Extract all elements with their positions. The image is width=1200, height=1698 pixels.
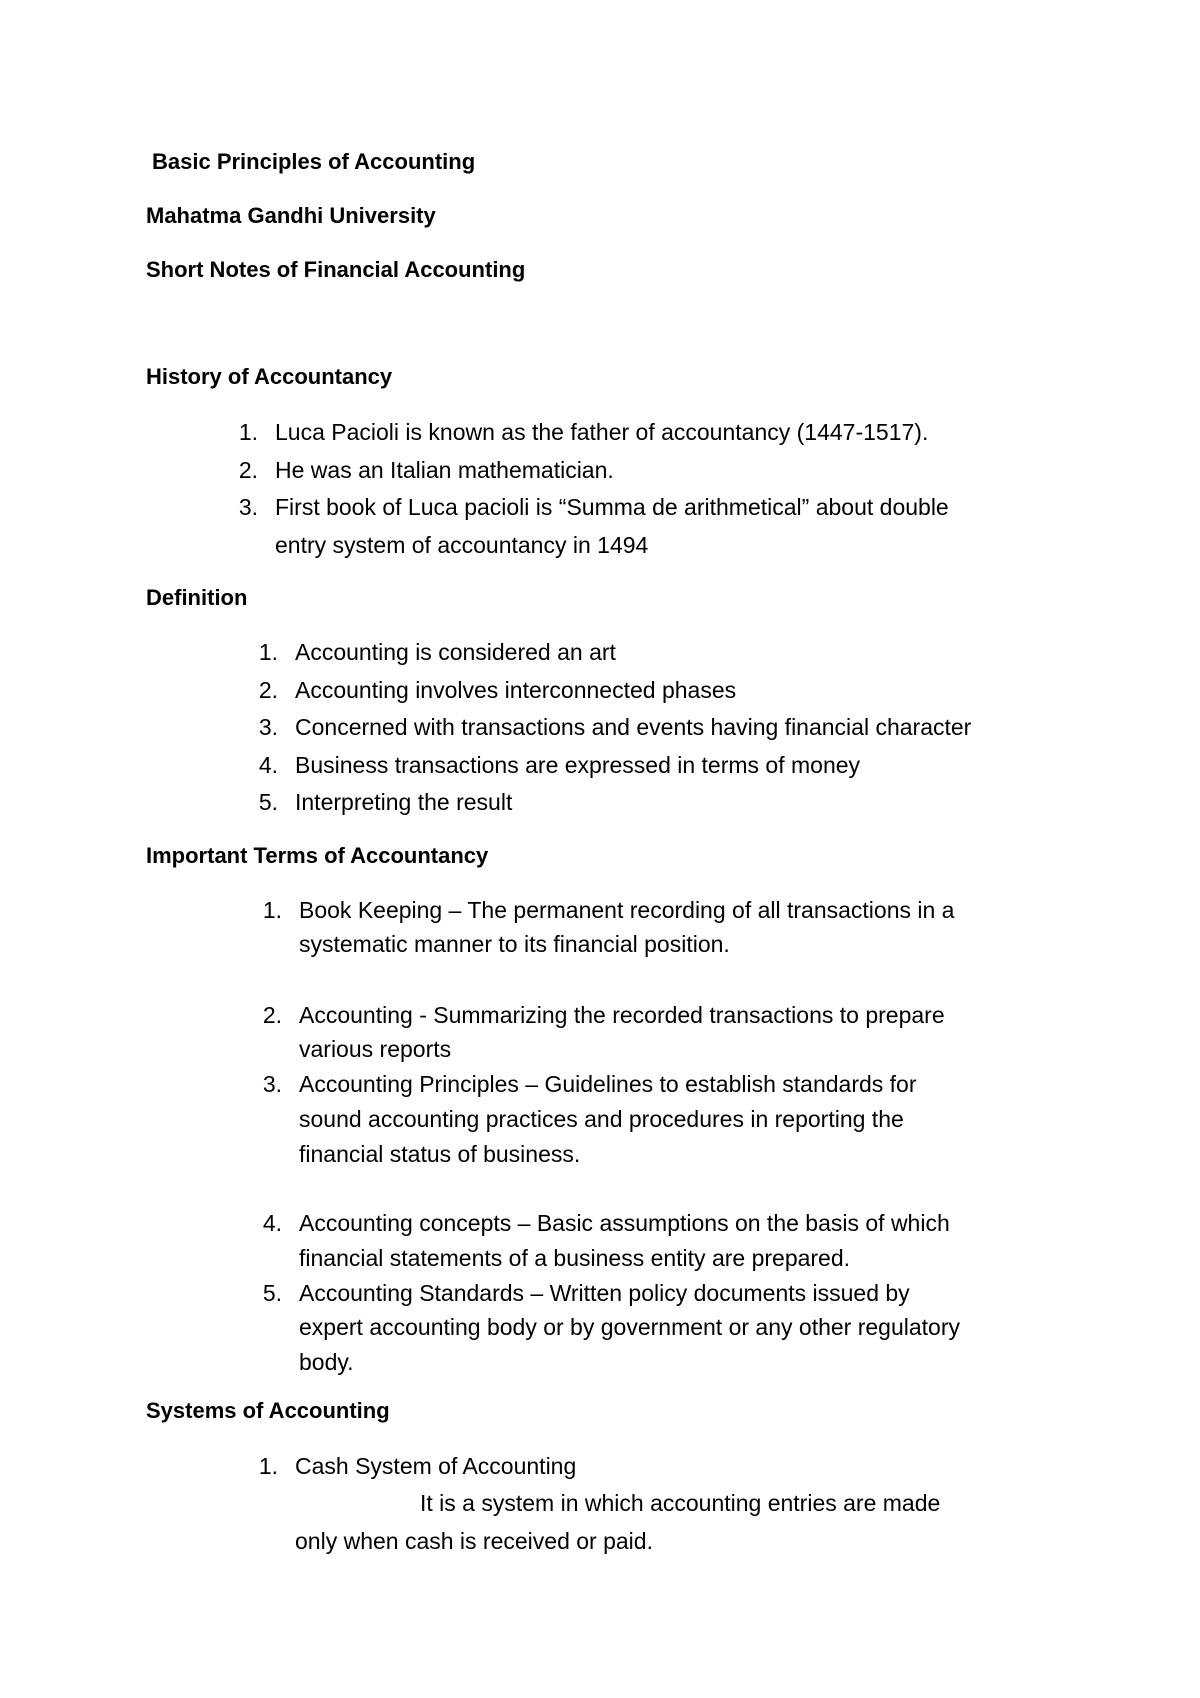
list-item-text: Accounting involves interconnected phases (295, 677, 737, 703)
list-item-number: 2. (262, 1002, 282, 1028)
list-item-text: He was an Italian mathematician. (275, 457, 614, 483)
list-item-text-continued: only when cash is received or paid. (295, 1528, 653, 1554)
university-name: Mahatma Gandhi University (146, 203, 436, 228)
section-heading-important-terms: Important Terms of Accountancy (146, 843, 489, 868)
list-item-text: Book Keeping – The permanent recording of all transactions in a (299, 897, 955, 923)
list-item-text-continued: expert accounting body or by government or any other regulatory (299, 1314, 960, 1340)
list-item-text: Cash System of Accounting (295, 1453, 577, 1479)
list-item-text: First book of Luca pacioli is “Summa de arithmetical” about double (275, 494, 949, 520)
section-heading-systems: Systems of Accounting (146, 1398, 390, 1423)
list-item-number: 4. (262, 1210, 282, 1236)
list-item-number: 1. (238, 419, 258, 445)
list-item-text-continued: financial statements of a business entity are prepared. (299, 1245, 851, 1271)
list-item-number: 3. (262, 1071, 282, 1097)
list-item-text-continued: sound accounting practices and procedures in reporting the (299, 1106, 904, 1132)
list-item-text: Interpreting the result (295, 789, 513, 815)
list-item-text: Business transactions are expressed in terms of money (295, 752, 861, 778)
list-item-text: Accounting Standards – Written policy documents issued by (299, 1280, 910, 1306)
list-item-number: 1. (258, 1453, 278, 1479)
list-item-number: 3. (258, 714, 278, 740)
list-item-text-continued: financial status of business. (299, 1141, 581, 1167)
list-item-text-continued: It is a system in which accounting entries are made (420, 1490, 941, 1516)
list-item-number: 1. (258, 639, 278, 665)
list-item-text: Accounting - Summarizing the recorded transactions to prepare (299, 1002, 945, 1028)
document-subtitle: Short Notes of Financial Accounting (146, 257, 526, 282)
list-item-text-continued: various reports (299, 1036, 452, 1062)
list-item-number: 4. (258, 752, 278, 778)
list-item-number: 5. (258, 789, 278, 815)
document-title: Basic Principles of Accounting (152, 149, 476, 174)
list-item-text: Accounting Principles – Guidelines to establish standards for (299, 1071, 917, 1097)
list-item-number: 1. (262, 897, 282, 923)
list-item-number: 3. (238, 494, 258, 520)
list-item-text: Concerned with transactions and events having financial character (295, 714, 972, 740)
list-item-text-continued: systematic manner to its financial position. (299, 931, 730, 957)
list-item-text: Accounting is considered an art (295, 639, 616, 665)
section-heading-history: History of Accountancy (146, 364, 393, 389)
list-item-text-continued: entry system of accountancy in 1494 (275, 532, 649, 558)
section-heading-definition: Definition (146, 585, 248, 610)
list-item-number: 2. (258, 677, 278, 703)
list-item-text: Accounting concepts – Basic assumptions on the basis of which (299, 1210, 950, 1236)
list-item-text-continued: body. (299, 1349, 354, 1375)
list-item-text: Luca Pacioli is known as the father of accountancy (1447-1517). (275, 419, 929, 445)
list-item-number: 5. (262, 1280, 282, 1306)
list-item-number: 2. (238, 457, 258, 483)
